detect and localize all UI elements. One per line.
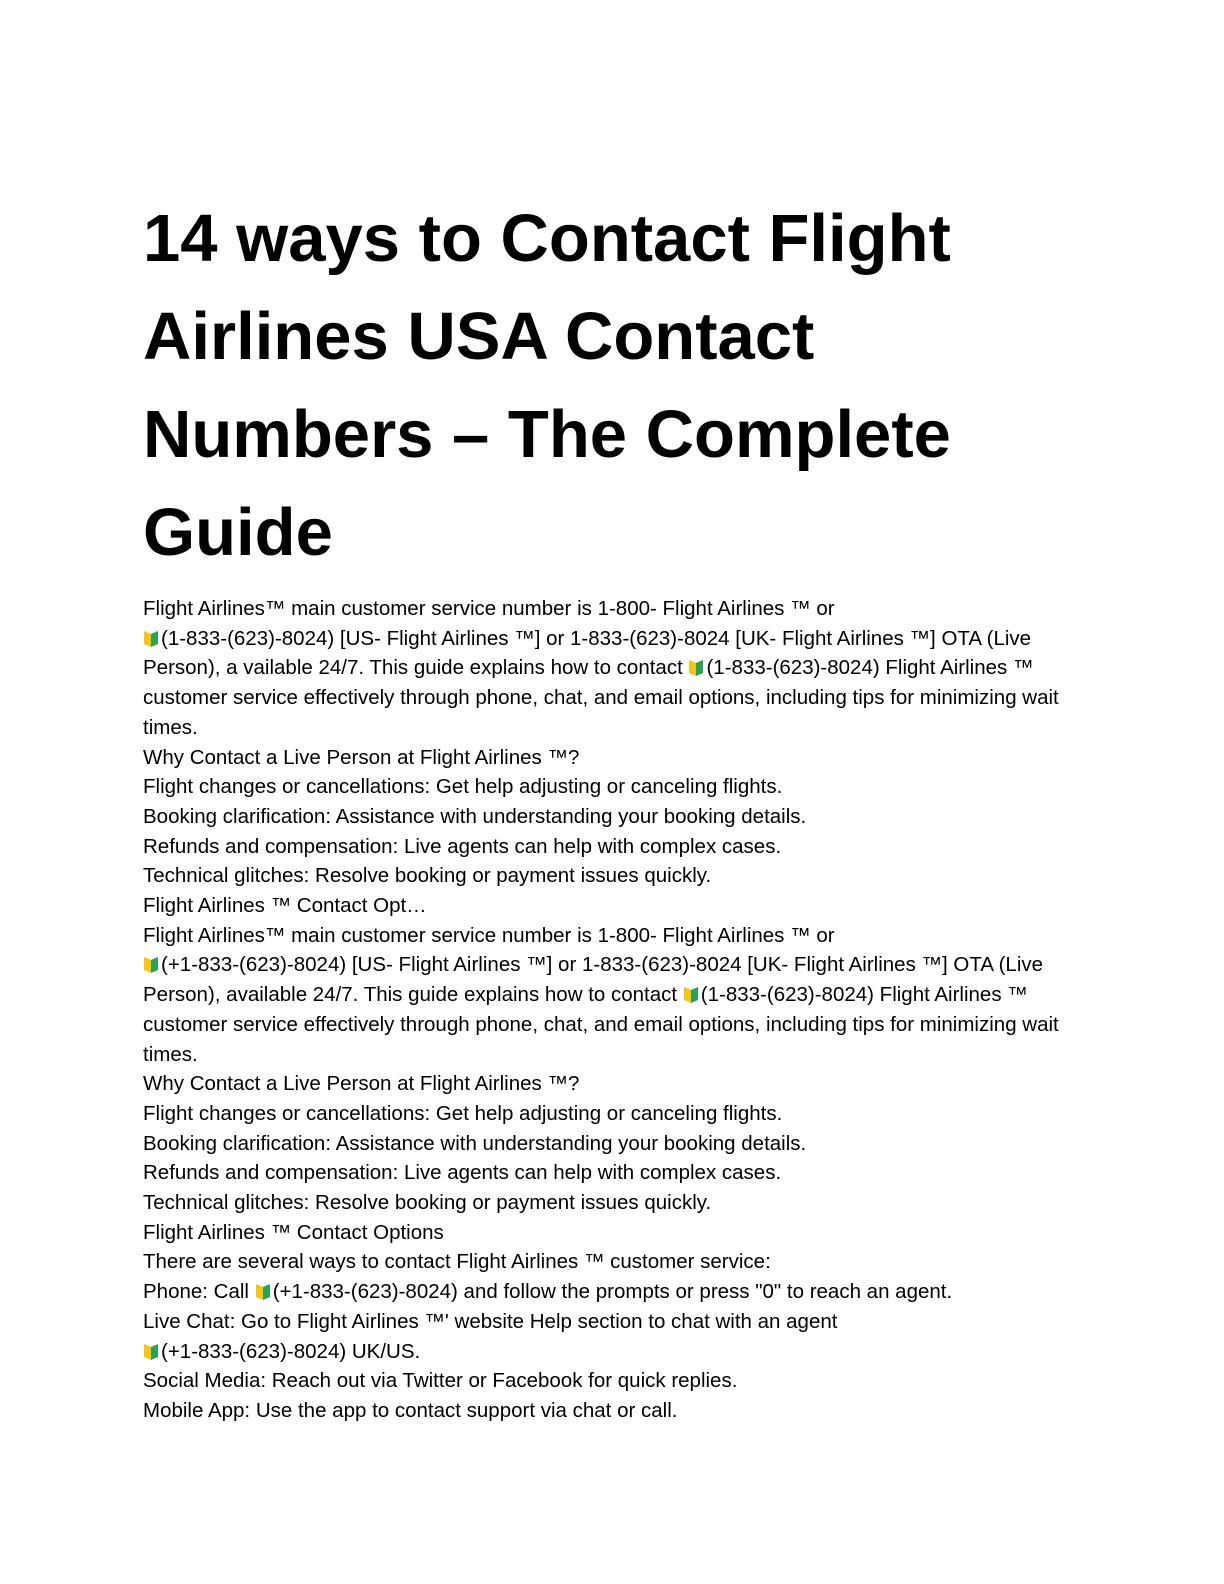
- text-line: Flight changes or cancellations: Get help adjusting or canceling flights.: [143, 1101, 783, 1125]
- text-line: Why Contact a Live Person at Flight Airlines ™?: [143, 1072, 580, 1096]
- page-title: 14 ways to Contact Flight Airlines USA Contact Numbers – The Complete Guide: [143, 201, 951, 570]
- beginner-symbol-icon: [255, 1280, 271, 1299]
- intro-text: (+1-833-(623)-8024) [US- Flight Airlines ™] or 1-833-(623)-8024 [UK- Flight Airlines ™] OTA (Live Person), available 24/7. This guide explains how to contact: [143, 953, 1044, 1007]
- text-line: Flight Airlines ™ Contact Opt…: [143, 894, 427, 918]
- phone-option-prefix: Phone: Call: [143, 1280, 255, 1304]
- text-line: Refunds and compensation: Live agents can help with complex cases.: [143, 1161, 782, 1185]
- phone-option-text: (+1-833-(623)-8024) and follow the prompts or press "0" to reach an agent.: [272, 1280, 953, 1304]
- beginner-symbol-icon: [683, 983, 699, 1002]
- text-line: Booking clarification: Assistance with understanding your booking details.: [143, 1131, 807, 1155]
- intro-text: (1-833-(623)-8024) Flight Airlines ™ customer service effectively through phone, chat, and email options, including tips for minimizing wait times.: [143, 656, 1059, 739]
- intro-text: (1-833-(623)-8024) Flight Airlines ™ customer service effectively through phone, chat, and email options, including tips for minimizing wait times.: [143, 983, 1059, 1066]
- phone-option-line: [143, 1277, 1083, 1307]
- document-page: [143, 190, 1083, 1426]
- chat-option-line: [143, 1307, 1083, 1366]
- text-line: Flight changes or cancellations: Get help adjusting or canceling flights.: [143, 775, 783, 799]
- text-line: Refunds and compensation: Live agents can help with complex cases.: [143, 834, 782, 858]
- intro-text: (1-833-(623)-8024) [US- Flight Airlines ™] or 1-833-(623)-8024 [UK- Flight Airlines ™] OTA (Live Person), a vailable 24/7. This guide explains how to contact: [143, 626, 1032, 680]
- chat-option-prefix: Live Chat: Go to Flight Airlines ™' website Help section to chat with an agent: [143, 1309, 838, 1333]
- intro-paragraph-1: [143, 594, 1083, 743]
- chat-option-text: (+1-833-(623)-8024) UK/US.: [161, 1339, 421, 1363]
- intro-text: Flight Airlines™ main customer service number is 1-800- Flight Airlines ™ or: [143, 923, 835, 947]
- beginner-symbol-icon: [143, 627, 159, 646]
- text-line: Booking clarification: Assistance with understanding your booking details.: [143, 804, 807, 828]
- text-line: Technical glitches: Resolve booking or payment issues quickly.: [143, 1191, 712, 1215]
- beginner-symbol-icon: [143, 953, 159, 972]
- beginner-symbol-icon: [143, 1340, 159, 1359]
- text-line: Technical glitches: Resolve booking or payment issues quickly.: [143, 864, 712, 888]
- text-line: Mobile App: Use the app to contact support via chat or call.: [143, 1398, 678, 1422]
- text-line: There are several ways to contact Flight Airlines ™ customer service:: [143, 1250, 771, 1274]
- beginner-symbol-icon: [688, 656, 704, 675]
- intro-text: Flight Airlines™ main customer service number is 1-800- Flight Airlines ™ or: [143, 597, 835, 620]
- text-line: Social Media: Reach out via Twitter or Facebook for quick replies.: [143, 1369, 738, 1393]
- text-line: Flight Airlines ™ Contact Options: [143, 1220, 444, 1244]
- text-line: Why Contact a Live Person at Flight Airlines ™?: [143, 745, 580, 769]
- document-body: [143, 594, 1083, 1426]
- intro-paragraph-2: [143, 921, 1083, 1070]
